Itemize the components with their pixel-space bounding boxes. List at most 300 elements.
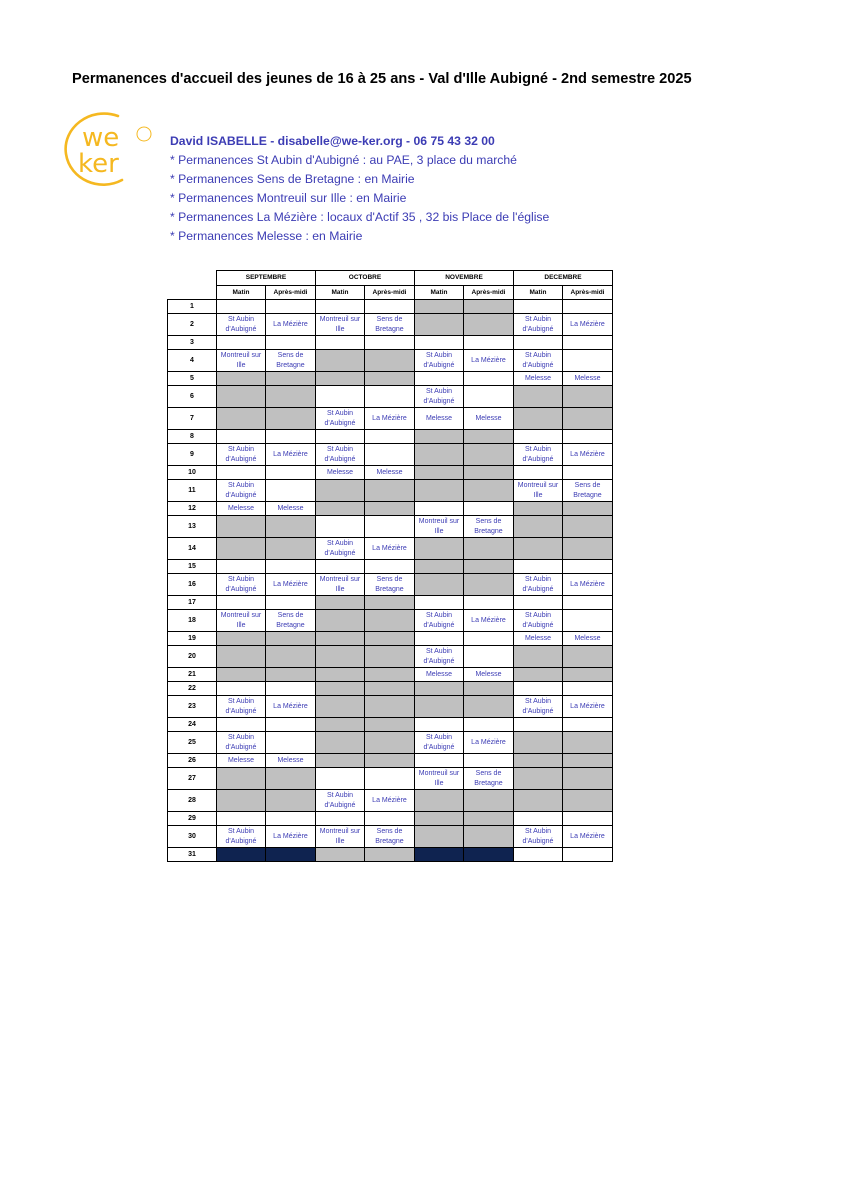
permanence-cell xyxy=(316,826,365,848)
closed-cell xyxy=(563,538,613,560)
closed-cell xyxy=(464,314,514,336)
permanence-location: St Aubin xyxy=(425,387,453,395)
permanence-location: d'Aubigné xyxy=(423,621,455,629)
empty-cell xyxy=(217,560,266,574)
permanence-location: Melesse xyxy=(425,414,453,422)
no-day-cell xyxy=(464,848,514,862)
permanence-cell xyxy=(365,408,415,430)
day-number: 13 xyxy=(168,516,217,538)
closed-cell xyxy=(316,610,365,632)
closed-cell xyxy=(514,538,563,560)
permanence-location: Melesse xyxy=(227,504,255,512)
closed-cell xyxy=(415,812,464,826)
permanence-cell xyxy=(514,696,563,718)
permanence-location: St Aubin xyxy=(524,351,552,359)
empty-cell xyxy=(563,682,613,696)
permanence-location: Montreuil sur xyxy=(220,611,262,619)
permanence-cell xyxy=(365,574,415,596)
permanence-location: La Mézière xyxy=(273,450,308,458)
empty-cell xyxy=(365,300,415,314)
empty-cell xyxy=(464,336,514,350)
permanence-cell xyxy=(464,516,514,538)
closed-cell xyxy=(365,350,415,372)
closed-cell xyxy=(316,372,365,386)
table-row xyxy=(168,812,613,826)
permanence-location: St Aubin xyxy=(326,409,354,417)
closed-cell xyxy=(316,502,365,516)
closed-cell xyxy=(415,790,464,812)
permanence-location: Ille xyxy=(335,585,345,593)
period-header: Après-midi xyxy=(266,286,316,300)
closed-cell xyxy=(316,696,365,718)
day-number: 22 xyxy=(168,682,217,696)
table-row xyxy=(168,732,613,754)
empty-cell xyxy=(365,516,415,538)
permanence-location: La Mézière xyxy=(570,580,605,588)
permanence-location: Melesse xyxy=(376,468,403,476)
permanence-location: Sens de xyxy=(574,481,601,489)
closed-cell xyxy=(365,696,415,718)
closed-cell xyxy=(514,386,563,408)
closed-cell xyxy=(415,696,464,718)
permanence-cell xyxy=(217,826,266,848)
permanence-location: St Aubin xyxy=(425,351,453,359)
permanence-location: d'Aubigné xyxy=(225,455,257,463)
permanence-location: La Mézière xyxy=(273,702,308,710)
closed-cell xyxy=(266,632,316,646)
day-number: 28 xyxy=(168,790,217,812)
permanence-cell xyxy=(464,610,514,632)
empty-cell xyxy=(316,430,365,444)
permanence-cell xyxy=(415,350,464,372)
month-header: OCTOBRE xyxy=(316,271,415,286)
closed-cell xyxy=(464,480,514,502)
closed-cell xyxy=(217,668,266,682)
permanence-cell xyxy=(464,408,514,430)
permanence-location: Ille xyxy=(335,325,345,333)
empty-cell xyxy=(365,560,415,574)
empty-cell xyxy=(464,646,514,668)
permanence-cell xyxy=(514,632,563,646)
permanence-location: St Aubin xyxy=(425,647,453,655)
closed-cell xyxy=(563,790,613,812)
permanence-cell xyxy=(563,372,613,386)
permanence-cell xyxy=(464,768,514,790)
table-row xyxy=(168,596,613,610)
permanence-location: Melesse xyxy=(574,634,601,642)
closed-cell xyxy=(563,386,613,408)
table-row xyxy=(168,610,613,632)
closed-cell xyxy=(514,790,563,812)
permanence-location: Bretagne xyxy=(474,527,503,535)
empty-cell xyxy=(217,430,266,444)
permanence-location: d'Aubigné xyxy=(522,455,554,463)
closed-cell xyxy=(464,538,514,560)
permanence-location: Montreuil sur xyxy=(319,575,361,583)
permanence-cell xyxy=(316,538,365,560)
permanence-cell xyxy=(514,314,563,336)
permanence-location: d'Aubigné xyxy=(522,837,554,845)
empty-cell xyxy=(415,754,464,768)
period-header: Matin xyxy=(217,286,266,300)
permanence-location: d'Aubigné xyxy=(225,491,257,499)
permanence-location: Sens de xyxy=(376,827,403,835)
permanence-location: Ille xyxy=(533,491,543,499)
closed-cell xyxy=(514,732,563,754)
closed-cell xyxy=(316,596,365,610)
day-number: 9 xyxy=(168,444,217,466)
permanence-location: Melesse xyxy=(425,670,453,678)
permanence-cell xyxy=(217,574,266,596)
month-header: SEPTEMBRE xyxy=(217,271,316,286)
permanence-location: d'Aubigné xyxy=(522,361,554,369)
closed-cell xyxy=(464,560,514,574)
closed-cell xyxy=(266,768,316,790)
permanence-location: St Aubin xyxy=(425,733,453,741)
period-header: Après-midi xyxy=(563,286,613,300)
closed-cell xyxy=(464,826,514,848)
closed-cell xyxy=(514,646,563,668)
empty-cell xyxy=(365,430,415,444)
empty-cell xyxy=(514,682,563,696)
permanence-location: St Aubin xyxy=(227,315,255,323)
closed-cell xyxy=(316,646,365,668)
permanence-location: Bretagne xyxy=(375,325,404,333)
empty-cell xyxy=(266,300,316,314)
closed-cell xyxy=(365,848,415,862)
permanence-location: St Aubin xyxy=(524,445,552,453)
empty-cell xyxy=(316,386,365,408)
empty-cell xyxy=(563,848,613,862)
closed-cell xyxy=(217,408,266,430)
closed-cell xyxy=(217,646,266,668)
permanence-cell xyxy=(316,574,365,596)
permanence-cell xyxy=(266,444,316,466)
empty-cell xyxy=(217,336,266,350)
closed-cell xyxy=(415,444,464,466)
table-row xyxy=(168,372,613,386)
permanence-location: d'Aubigné xyxy=(423,397,455,405)
empty-cell xyxy=(266,812,316,826)
contact-info xyxy=(170,132,549,246)
permanence-cell xyxy=(415,668,464,682)
permanence-cell xyxy=(415,732,464,754)
table-row xyxy=(168,444,613,466)
permanence-cell xyxy=(266,696,316,718)
permanence-cell xyxy=(266,754,316,768)
permanence-cell xyxy=(266,610,316,632)
permanence-location: La Mézière xyxy=(471,356,506,364)
permanence-cell xyxy=(464,350,514,372)
day-number: 11 xyxy=(168,480,217,502)
permanence-cell xyxy=(217,480,266,502)
closed-cell xyxy=(415,574,464,596)
table-row xyxy=(168,430,613,444)
permanence-cell xyxy=(266,350,316,372)
empty-cell xyxy=(563,560,613,574)
empty-cell xyxy=(415,336,464,350)
permanence-cell xyxy=(217,754,266,768)
permanence-location: La Mézière xyxy=(273,580,308,588)
permanence-location: St Aubin xyxy=(524,575,552,583)
closed-cell xyxy=(563,646,613,668)
day-number: 29 xyxy=(168,812,217,826)
closed-cell xyxy=(266,790,316,812)
empty-cell xyxy=(514,466,563,480)
permanence-cell xyxy=(563,696,613,718)
permanence-location: St Aubin xyxy=(326,539,354,547)
schedule-table xyxy=(167,270,613,862)
closed-cell xyxy=(365,646,415,668)
closed-cell xyxy=(266,386,316,408)
period-header: Matin xyxy=(514,286,563,300)
empty-cell xyxy=(266,732,316,754)
empty-cell xyxy=(464,372,514,386)
permanence-location: Sens de xyxy=(277,351,304,359)
permanence-cell xyxy=(217,502,266,516)
permanence-cell xyxy=(563,480,613,502)
permanence-location: La Mézière xyxy=(372,544,407,552)
empty-cell xyxy=(217,300,266,314)
empty-cell xyxy=(316,768,365,790)
weker-logo xyxy=(60,110,160,190)
closed-cell xyxy=(415,314,464,336)
closed-cell xyxy=(563,668,613,682)
table-row xyxy=(168,632,613,646)
permanence-location: Bretagne xyxy=(375,837,404,845)
permanence-location: d'Aubigné xyxy=(522,707,554,715)
permanence-location: St Aubin xyxy=(227,733,255,741)
empty-cell xyxy=(563,466,613,480)
permanence-location: Melesse xyxy=(524,634,552,642)
empty-cell xyxy=(365,336,415,350)
closed-cell xyxy=(464,790,514,812)
table-row xyxy=(168,574,613,596)
permanence-cell xyxy=(514,574,563,596)
permanence-location: Melesse xyxy=(475,670,502,678)
closed-cell xyxy=(365,718,415,732)
permanence-cell xyxy=(563,826,613,848)
empty-cell xyxy=(514,430,563,444)
page-title: Permanences d'accueil des jeunes de 16 à 25 ans - Val d'Ille Aubigné - 2nd semestre 2025 xyxy=(72,71,692,87)
permanence-cell xyxy=(266,502,316,516)
empty-cell xyxy=(365,386,415,408)
empty-cell xyxy=(217,812,266,826)
empty-cell xyxy=(514,848,563,862)
permanence-cell xyxy=(514,372,563,386)
period-header: Après-midi xyxy=(365,286,415,300)
table-row xyxy=(168,350,613,372)
closed-cell xyxy=(514,516,563,538)
info-line-montreuil: * Permanences Montreuil sur Ille : en Mairie xyxy=(170,191,407,205)
empty-cell xyxy=(217,718,266,732)
permanence-location: St Aubin xyxy=(227,697,255,705)
closed-cell xyxy=(464,574,514,596)
empty-cell xyxy=(563,300,613,314)
svg-text:we: we xyxy=(82,123,120,153)
empty-cell xyxy=(266,596,316,610)
empty-cell xyxy=(217,682,266,696)
closed-cell xyxy=(464,682,514,696)
table-row xyxy=(168,826,613,848)
permanence-location: St Aubin xyxy=(326,445,354,453)
empty-cell xyxy=(266,336,316,350)
permanence-cell xyxy=(563,444,613,466)
permanence-location: La Mézière xyxy=(471,738,506,746)
empty-cell xyxy=(415,372,464,386)
empty-cell xyxy=(266,466,316,480)
closed-cell xyxy=(464,430,514,444)
closed-cell xyxy=(365,668,415,682)
closed-cell xyxy=(316,848,365,862)
permanence-cell xyxy=(514,444,563,466)
empty-cell xyxy=(563,350,613,372)
empty-cell xyxy=(563,610,613,632)
empty-cell xyxy=(514,812,563,826)
permanence-location: Montreuil sur xyxy=(319,315,361,323)
empty-cell xyxy=(217,466,266,480)
empty-cell xyxy=(266,682,316,696)
empty-cell xyxy=(266,560,316,574)
empty-cell xyxy=(563,430,613,444)
empty-cell xyxy=(464,718,514,732)
permanence-location: d'Aubigné xyxy=(324,801,356,809)
corner-cell xyxy=(168,271,217,286)
permanence-cell xyxy=(415,408,464,430)
closed-cell xyxy=(563,754,613,768)
permanence-cell xyxy=(365,466,415,480)
corner-cell xyxy=(168,286,217,300)
empty-cell xyxy=(415,718,464,732)
permanence-cell xyxy=(415,768,464,790)
no-day-cell xyxy=(217,848,266,862)
permanence-location: St Aubin xyxy=(524,315,552,323)
empty-cell xyxy=(266,430,316,444)
closed-cell xyxy=(514,754,563,768)
permanence-cell xyxy=(266,826,316,848)
day-number: 1 xyxy=(168,300,217,314)
permanence-location: d'Aubigné xyxy=(423,657,455,665)
permanence-cell xyxy=(415,646,464,668)
table-row xyxy=(168,538,613,560)
closed-cell xyxy=(316,718,365,732)
permanence-location: Sens de xyxy=(277,611,304,619)
permanence-cell xyxy=(217,696,266,718)
permanence-location: La Mézière xyxy=(570,320,605,328)
empty-cell xyxy=(266,718,316,732)
closed-cell xyxy=(563,408,613,430)
permanence-cell xyxy=(316,466,365,480)
closed-cell xyxy=(217,538,266,560)
closed-cell xyxy=(464,466,514,480)
table-row xyxy=(168,336,613,350)
closed-cell xyxy=(316,754,365,768)
permanence-location: Melesse xyxy=(475,414,502,422)
permanence-cell xyxy=(316,790,365,812)
empty-cell xyxy=(266,480,316,502)
closed-cell xyxy=(266,646,316,668)
permanence-cell xyxy=(316,314,365,336)
permanence-location: Melesse xyxy=(524,374,552,382)
table-row xyxy=(168,768,613,790)
closed-cell xyxy=(563,768,613,790)
day-number: 26 xyxy=(168,754,217,768)
info-line-melesse: * Permanences Melesse : en Mairie xyxy=(170,229,363,243)
permanence-location: d'Aubigné xyxy=(324,549,356,557)
empty-cell xyxy=(316,812,365,826)
empty-cell xyxy=(464,386,514,408)
permanence-location: Bretagne xyxy=(276,361,305,369)
permanence-cell xyxy=(217,610,266,632)
permanence-location: Ille xyxy=(434,779,444,787)
closed-cell xyxy=(365,372,415,386)
permanence-cell xyxy=(464,668,514,682)
empty-cell xyxy=(217,596,266,610)
permanence-cell xyxy=(217,350,266,372)
permanence-cell xyxy=(464,732,514,754)
permanence-location: Montreuil sur xyxy=(418,517,460,525)
closed-cell xyxy=(365,754,415,768)
empty-cell xyxy=(514,560,563,574)
table-row xyxy=(168,848,613,862)
table-row xyxy=(168,718,613,732)
permanence-location: Montreuil sur xyxy=(319,827,361,835)
permanence-location: d'Aubigné xyxy=(225,585,257,593)
closed-cell xyxy=(365,502,415,516)
table-row xyxy=(168,646,613,668)
permanence-location: La Mézière xyxy=(273,320,308,328)
permanence-cell xyxy=(563,632,613,646)
closed-cell xyxy=(316,632,365,646)
closed-cell xyxy=(415,430,464,444)
empty-cell xyxy=(365,444,415,466)
table-row xyxy=(168,480,613,502)
permanence-location: d'Aubigné xyxy=(225,837,257,845)
closed-cell xyxy=(514,408,563,430)
empty-cell xyxy=(415,632,464,646)
day-number: 20 xyxy=(168,646,217,668)
closed-cell xyxy=(217,372,266,386)
day-number: 5 xyxy=(168,372,217,386)
empty-cell xyxy=(514,336,563,350)
table-row xyxy=(168,300,613,314)
permanence-location: Montreuil sur xyxy=(220,351,262,359)
day-number: 2 xyxy=(168,314,217,336)
closed-cell xyxy=(266,538,316,560)
permanence-location: Melesse xyxy=(326,468,354,476)
permanence-location: Bretagne xyxy=(276,621,305,629)
empty-cell xyxy=(514,300,563,314)
permanence-cell xyxy=(365,790,415,812)
month-header: DECEMBRE xyxy=(514,271,613,286)
permanence-location: d'Aubigné xyxy=(225,707,257,715)
permanence-location: La Mézière xyxy=(372,796,407,804)
permanence-cell xyxy=(415,386,464,408)
table-row xyxy=(168,502,613,516)
empty-cell xyxy=(415,502,464,516)
info-line-st-aubin: * Permanences St Aubin d'Aubigné : au PAE, 3 place du marché xyxy=(170,153,517,167)
permanence-location: Bretagne xyxy=(474,779,503,787)
permanence-location: Ille xyxy=(236,621,246,629)
permanence-location: d'Aubigné xyxy=(522,621,554,629)
no-day-cell xyxy=(415,848,464,862)
permanence-location: Bretagne xyxy=(375,585,404,593)
permanence-location: Ille xyxy=(335,837,345,845)
empty-cell xyxy=(514,596,563,610)
permanence-cell xyxy=(316,408,365,430)
permanence-cell xyxy=(217,314,266,336)
permanence-cell xyxy=(266,574,316,596)
